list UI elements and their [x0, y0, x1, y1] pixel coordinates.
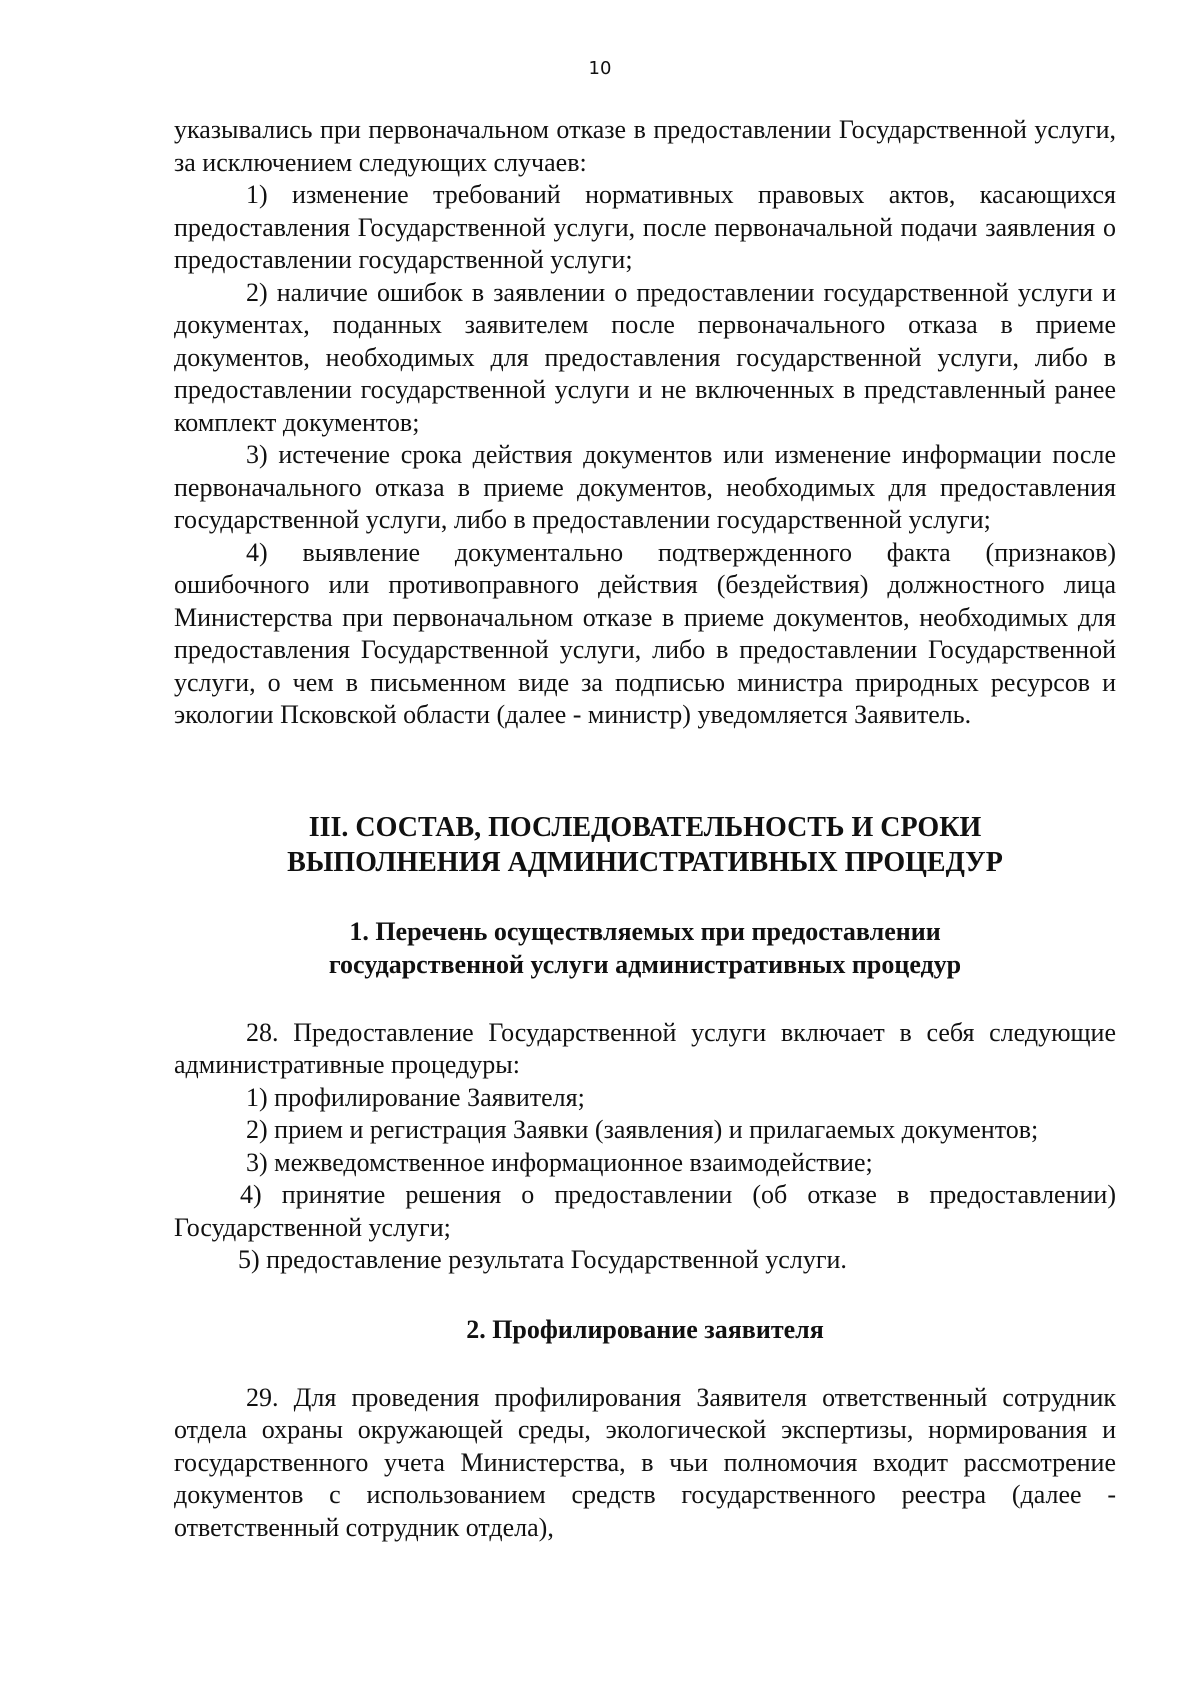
procedure-item-3: 3) межведомственное информационное взаимодействие; [246, 1147, 873, 1177]
document-body [174, 114, 1116, 1544]
procedure-item-1: 1) профилирование Заявителя; [246, 1082, 585, 1112]
subheading-profiling: 2. Профилирование заявителя [466, 1314, 824, 1344]
section-heading-line-2: ВЫПОЛНЕНИЯ АДМИНИСТРАТИВНЫХ ПРОЦЕДУР [287, 846, 1003, 878]
page-number: 10 [588, 58, 612, 79]
subheading-1-line-1: 1. Перечень осуществляемых при предоставлении [349, 916, 941, 946]
paragraph-case-4: 4) выявление документально подтвержденного факта (признаков) ошибочного или противоправного действия (бездействия) должностного лица Министерства при первоначальном отказе в приеме документов, необходимых для предоставления Государственной услуги, либо в предоставлении Государственной услуги, о чем в письменном виде за подписью министра природных ресурсов и экологии Псковской области (далее - министр) уведомляется Заявитель. [174, 537, 1116, 729]
paragraph-28: 28. Предоставление Государственной услуги включает в себя следующие административные процедуры: [174, 1017, 1116, 1079]
section-heading-line-1: III. СОСТАВ, ПОСЛЕДОВАТЕЛЬНОСТЬ И СРОКИ [308, 811, 982, 843]
procedure-item-2: 2) прием и регистрация Заявки (заявления) и прилагаемых документов; [246, 1115, 1039, 1144]
paragraph-case-1: 1) изменение требований нормативных правовых актов, касающихся предоставления Государственной услуги, после первоначальной подачи заявления о предоставлении государственной услуги; [174, 180, 1116, 274]
procedure-item-5: 5) предоставление результата Государственной услуги. [238, 1245, 847, 1274]
section-heading [174, 810, 1116, 880]
paragraph-29: 29. Для проведения профилирования Заявителя ответственный сотрудник отдела охраны окружающей среды, экологической экспертизы, нормирования и государственного учета Министерства, в чьи полномочия входит рассмотрение документов с использованием средств государственного реестра (далее - ответственный сотрудник отдела), [174, 1382, 1116, 1542]
paragraph-continuation: указывались при первоначальном отказе в предоставлении Государственной услуги, за исключением следующих случаев: [174, 115, 1116, 177]
subheading-procedures-list [174, 915, 1116, 981]
subheading-1-line-2: государственной услуги административных процедур [328, 949, 962, 979]
procedure-item-4: 4) принятие решения о предоставлении (об отказе в предоставлении) Государственной услуги; [174, 1180, 1116, 1242]
paragraph-case-2: 2) наличие ошибок в заявлении о предоставлении государственной услуги и документах, поданных заявителем после первоначального отказа в приеме документов, необходимых для предоставления государственной услуги, либо в предоставлении государственной услуги и не включенных в представленный ранее комплект документов; [174, 277, 1116, 437]
paragraph-case-3: 3) истечение срока действия документов или изменение информации после первоначального отказа в приеме документов, необходимых для предоставления государственной услуги, либо в предоставлении государственной услуги; [174, 440, 1116, 534]
